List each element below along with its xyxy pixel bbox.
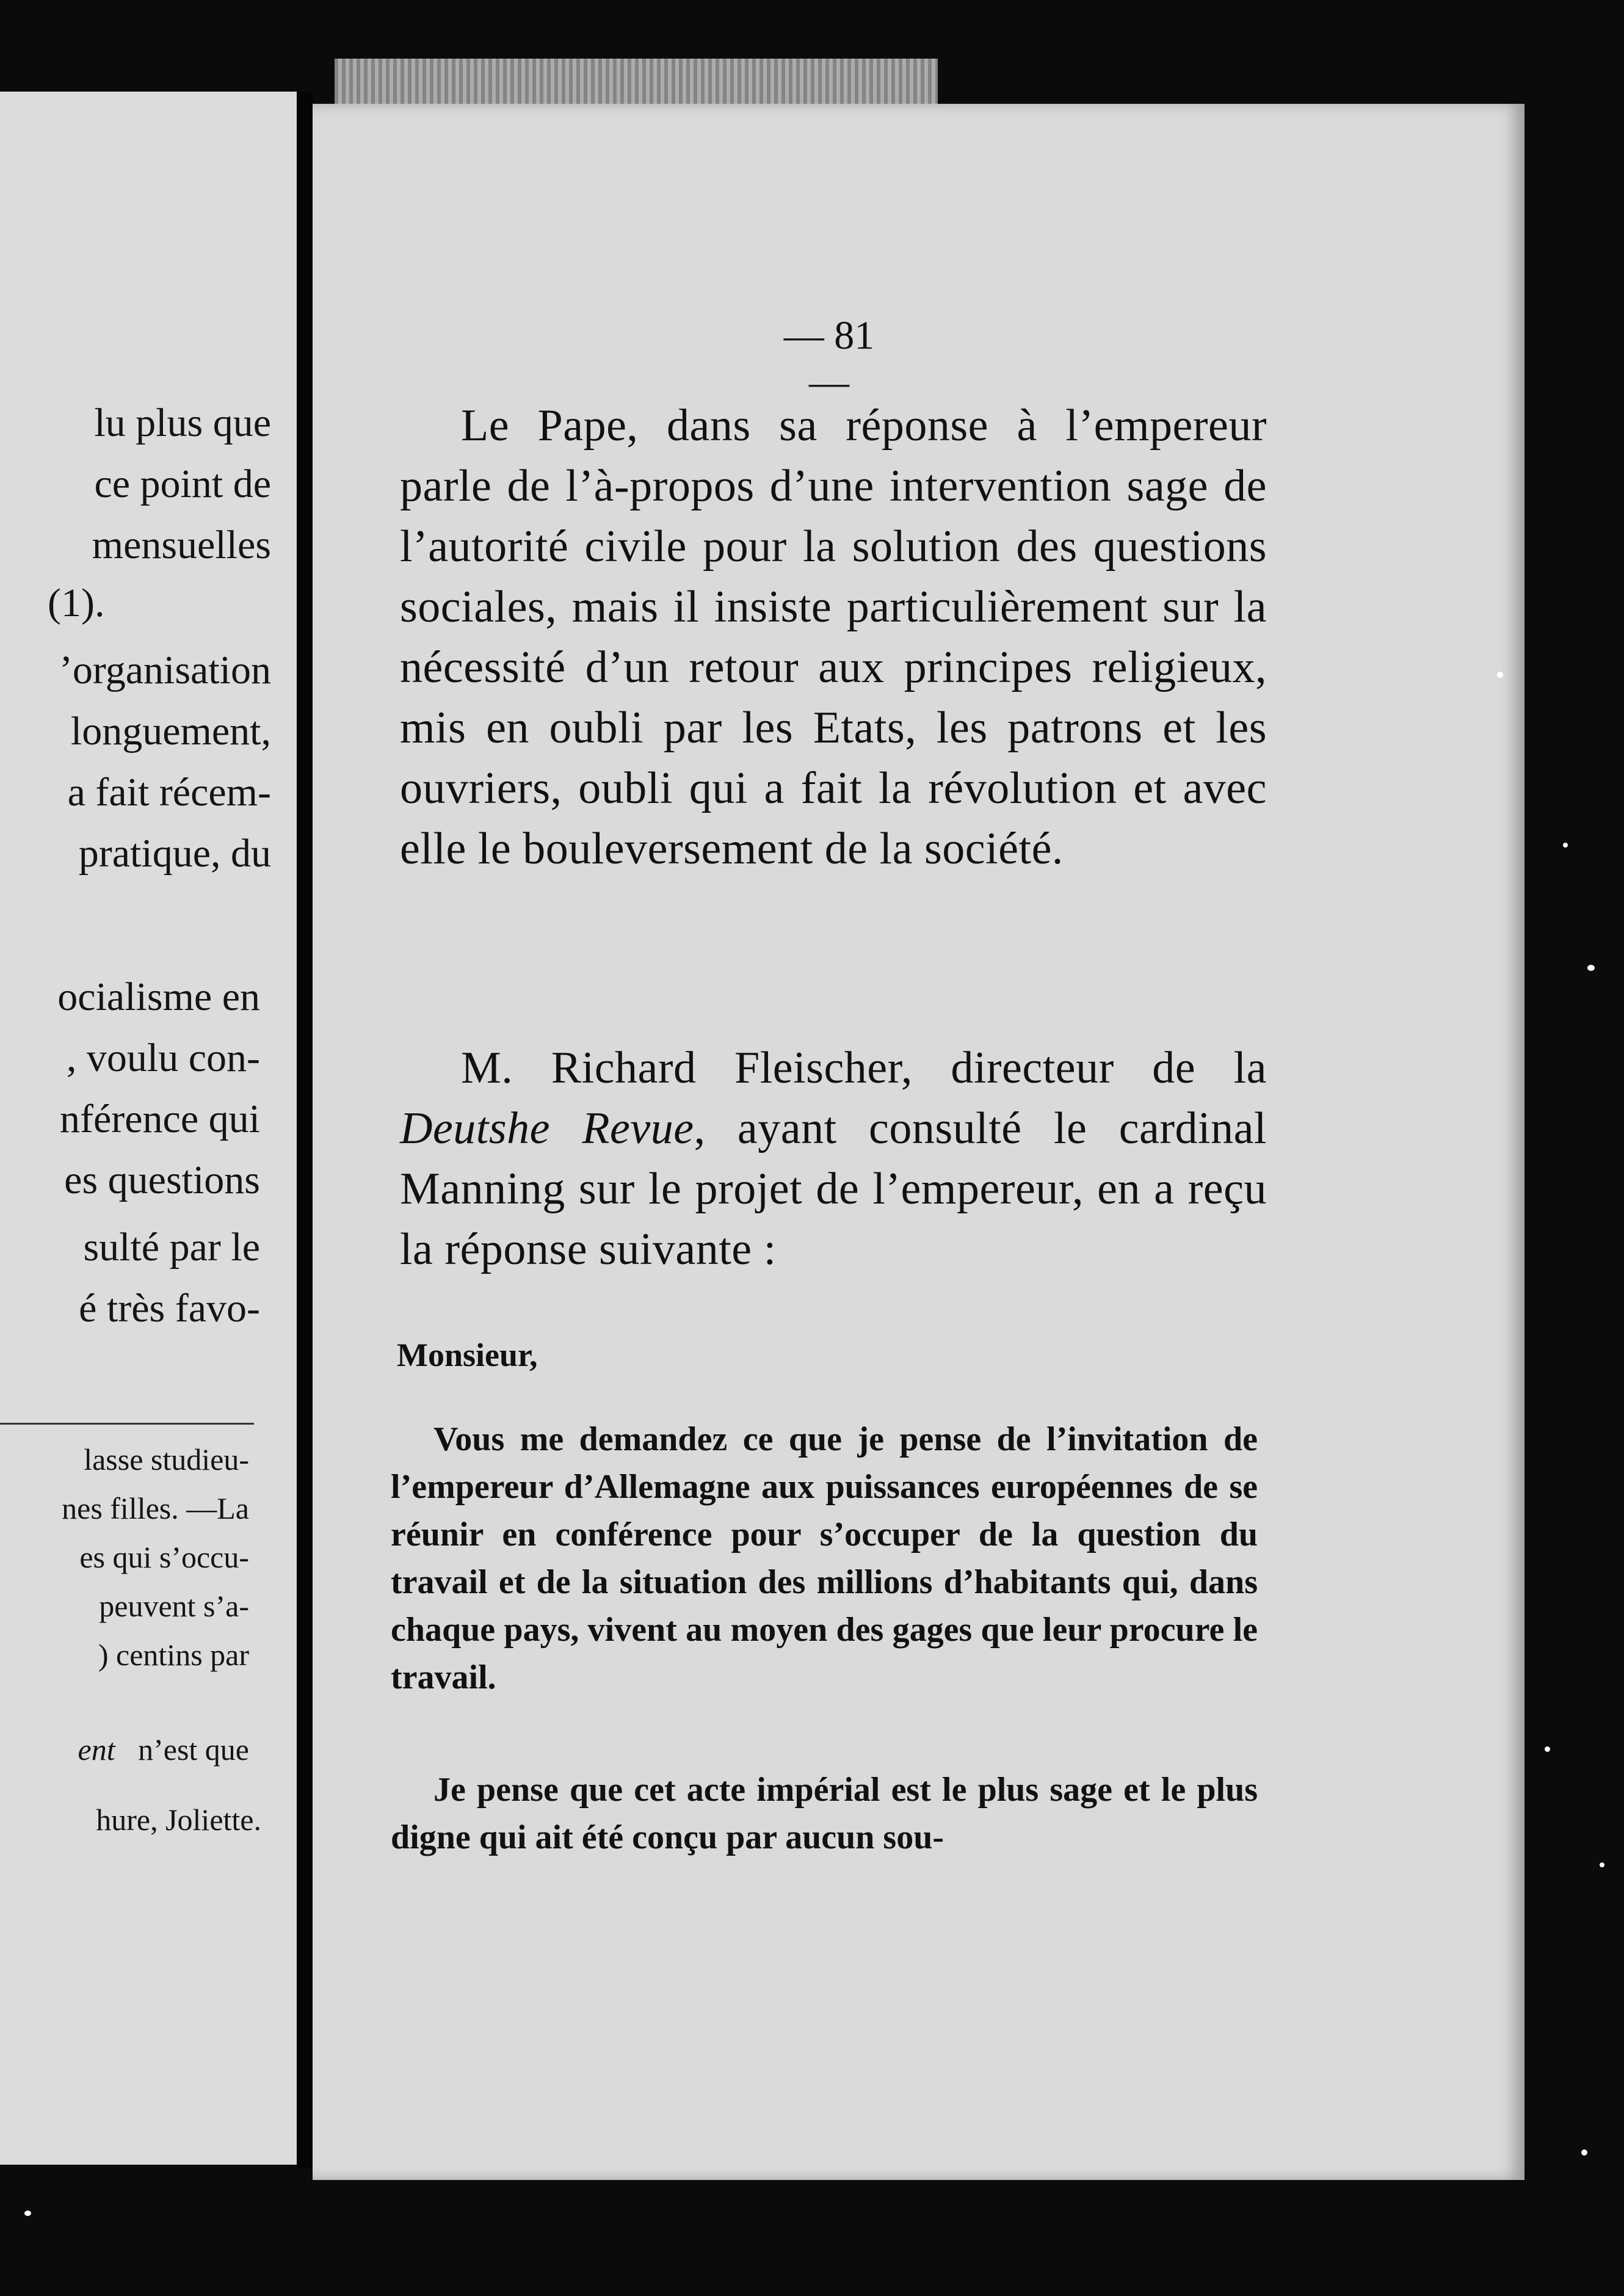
left-footnote-line: peuvent s’a-	[99, 1589, 249, 1623]
left-text-line: (1).	[48, 581, 105, 625]
scan-speck	[1563, 843, 1568, 848]
letter-text: Vous me demandez ce que je pense de l’invitation de l’empereur d’Allemagne aux puissances européennes de se réunir en conférence pour s’occuper de la question du travail et de la situation des millions d’habitants qui, dans chaque pays, vivent au moyen des gages que leur procure le travail.	[391, 1420, 1258, 1696]
scan-speck	[1600, 1862, 1604, 1867]
scan-speck	[1545, 1746, 1550, 1752]
letter-paragraph	[391, 1415, 1258, 1701]
scan-speck	[24, 2211, 31, 2216]
paragraph-text-rest: , ayant consulté le cardinal Manning sur le projet de l’empereur, en a reçu la réponse suivante :	[400, 1103, 1267, 1274]
paragraph-pope-response	[400, 396, 1267, 879]
left-text-line: longuement,	[70, 709, 271, 754]
left-footnote-line: ) centins par	[98, 1638, 249, 1672]
letter-paragraph	[391, 1766, 1258, 1861]
scan-speck	[1497, 672, 1503, 678]
left-footnote-line: es qui s’occu-	[79, 1540, 249, 1574]
left-text-line: nférence qui	[60, 1097, 260, 1141]
left-footnote-line: hure, Joliette.	[96, 1803, 261, 1837]
left-footnote-line: lasse studieu-	[84, 1442, 249, 1477]
scan-speck	[1581, 2149, 1587, 2156]
left-text-line: lu plus que	[94, 401, 271, 445]
left-footnote-line: nes filles. —La	[62, 1491, 249, 1525]
left-text-line: a fait récem-	[67, 770, 271, 815]
paragraph-fleischer	[400, 1038, 1267, 1280]
left-text-line: ’organisation	[59, 648, 271, 692]
left-text-line: sulté par le	[83, 1225, 260, 1270]
left-text-line: mensuelles	[92, 523, 271, 567]
left-footnote-italic: ent	[78, 1732, 115, 1767]
left-page-fragment	[0, 92, 297, 2165]
scanner-tape-strip	[335, 59, 938, 104]
journal-title: Deutshe Revue	[400, 1103, 694, 1153]
paragraph-text: Le Pape, dans sa réponse à l’empereur parle de l’à-propos d’une intervention sage de l’autorité civile pour la solution des questions sociales, mais il insiste particulièrement sur la nécessité d’un retour aux principes religieux, mis en oubli par les Etats, les patrons et les ouvriers, oubli qui a fait la révolution et avec elle le bouleversement de la société.	[400, 401, 1267, 874]
left-text-line: ocialisme en	[57, 975, 260, 1019]
left-text-line: é très favo-	[79, 1286, 260, 1331]
left-footnote-line	[78, 1734, 249, 1765]
left-footnote-text: n’est que	[138, 1732, 249, 1767]
letter-salutation: Monsieur,	[397, 1337, 538, 1373]
footnote-rule	[0, 1423, 254, 1425]
page-number: — 81 —	[783, 313, 875, 404]
book-gutter	[297, 92, 313, 2168]
left-text-line: ce point de	[94, 462, 271, 506]
left-text-line: pratique, du	[78, 831, 271, 876]
left-text-line: es questions	[64, 1158, 260, 1202]
letter-text: Je pense que cet acte impérial est le plus sage et le plus digne qui ait été conçu par aucun sou-	[391, 1771, 1258, 1856]
left-text-line: , voulu con-	[66, 1036, 260, 1080]
paragraph-text-start: M. Richard Fleischer, directeur de la	[461, 1043, 1267, 1093]
scan-speck	[1587, 965, 1595, 971]
